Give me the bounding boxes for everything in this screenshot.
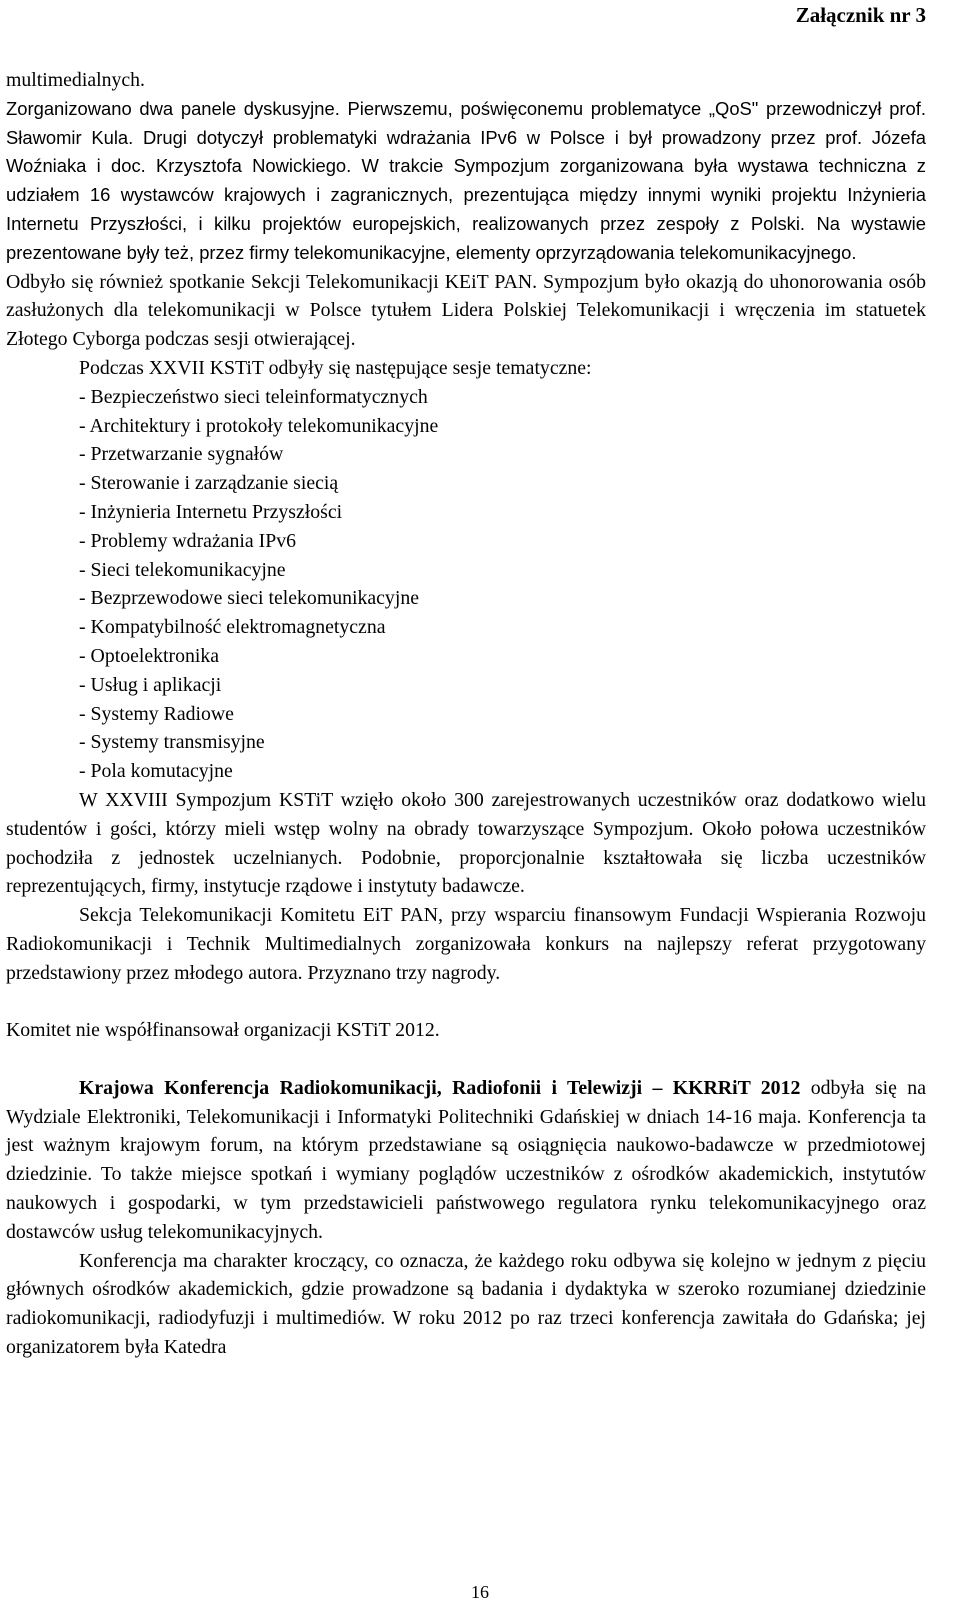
attachment-label: Załącznik nr 3 — [795, 3, 926, 27]
paragraph-panels: Zorganizowano dwa panele dyskusyjne. Pierwszemu, poświęconemu problematyce „QoS" przewodniczył prof. Sławomir Kula. Drugi dotyczył problematyki wdrażania IPv6 w Polsce i był prowadzony przez prof. Józefa Woźniaka i doc. Krzysztofa Nowickiego. W trakcie Sympozjum zorganizowana była wystawa techniczna z udziałem 16 wystawców krajowych i zagranicznych, prezentująca między innymi wyniki projektu Inżynieria Internetu Przyszłości, i kilku projektów europejskich, realizowanych przez zespoły z Polski. Na wystawie prezentowane były też, przez firmy telekomunikacyjne, elementy oprzyrządowania telekomunikacyjnego. — [6, 97, 926, 263]
list-item: - Przetwarzanie sygnałów — [79, 443, 284, 466]
list-item: - Optoelektronika — [79, 644, 220, 667]
list-item: - Systemy transmisyjne — [79, 731, 265, 754]
page-number: 16 — [471, 1582, 489, 1602]
sessions-intro: Podczas XXVII KSTiT odbyły się następujące sesje tematyczne: — [79, 356, 592, 379]
list-item: - Kompatybilność elektromagnetyczna — [79, 616, 386, 639]
sessions-list — [6, 383, 926, 786]
paragraph-contest: Sekcja Telekomunikacji Komitetu EiT PAN, przy wsparciu finansowym Fundacji Wspierania Rozwoju Radiokomunikacji i Technik Multimedialnych zorganizowała konkurs na najlepszy referat przygotowany przedstawiony przez młodego autora. Przyznano trzy nagrody. — [6, 904, 926, 984]
list-item: - Bezprzewodowe sieci telekomunikacyjne — [79, 587, 419, 610]
paragraph-participants: W XXVIII Sympozjum KSTiT wzięło około 300 zarejestrowanych uczestników oraz dodatkowo wielu studentów i gości, którzy mieli wstęp wolny na obrady towarzyszące Sympozjum. Około połowa uczestników pochodziła z jednostek uczelnianych. Podobnie, proporcjonalnie kształtowała się liczba uczestników reprezentujących, firmy, instytucje rządowe i instytuty badawcze. — [6, 788, 926, 898]
list-item: - Sterowanie i zarządzanie siecią — [79, 472, 339, 495]
spacer — [6, 1045, 926, 1074]
spacer — [6, 988, 926, 1017]
paragraph-meeting: Odbyło się również spotkanie Sekcji Telekomunikacji KEiT PAN. Sympozjum było okazją do uhonorowania osób zasłużonych dla telekomunikacji w Polsce tytułem Lidera Polskiej Telekomunikacji i wręczenia im statuetek Złotego Cyborga podczas sesji otwierającej. — [6, 270, 926, 351]
list-item: - Architektury i protokoły telekomunikacyjne — [79, 414, 439, 437]
page-content — [6, 66, 926, 1362]
paragraph-funding: Komitet nie współfinansował organizacji KSTiT 2012. — [6, 1019, 440, 1042]
list-item: - Problemy wdrażania IPv6 — [79, 529, 296, 552]
list-item: - Pola komutacyjne — [79, 760, 233, 783]
list-item: - Systemy Radiowe — [79, 702, 234, 725]
list-item: - Sieci telekomunikacyjne — [79, 558, 286, 581]
conference-title: Krajowa Konferencja Radiokomunikacji, Radiofonii i Telewizji – KKRRiT 2012 — [79, 1076, 801, 1099]
paragraph-multimedia: multimedialnych. — [6, 69, 145, 91]
conference-description: odbyła się na Wydziale Elektroniki, Telekomunikacji i Informatyki Politechniki Gdańskiej w dniach 14-16 maja. Konferencja ta jest ważnym krajowym forum, na którym przedstawiane są osiągnięcia naukowo-badawcze w przedmiotowej dziedzinie. To także miejsce spotkań i wymiany poglądów uczestników z ośrodków akademickich, instytutów naukowych i gospodarki, w tym przedstawicieli państwowego regulatora rynku telekomunikacyjnego oraz dostawców usług telekomunikacyjnych. — [6, 1076, 926, 1243]
list-item: - Inżynieria Internetu Przyszłości — [79, 500, 343, 523]
paragraph-conference — [6, 1074, 926, 1247]
paragraph-rotating: Konferencja ma charakter kroczący, co oznacza, że każdego roku odbywa się kolejno w jednym z pięciu głównych ośrodków akademickich, gdzie prowadzone są badania i dydaktyka w szeroko rozumianej dziedzinie radiokomunikacji, radiodyfuzji i multimediów. W roku 2012 po raz trzeci konferencja zawitała do Gdańska; jej organizatorem była Katedra — [6, 1249, 926, 1359]
list-item: - Usług i aplikacji — [79, 673, 222, 696]
list-item: - Bezpieczeństwo sieci teleinformatycznych — [79, 385, 428, 408]
